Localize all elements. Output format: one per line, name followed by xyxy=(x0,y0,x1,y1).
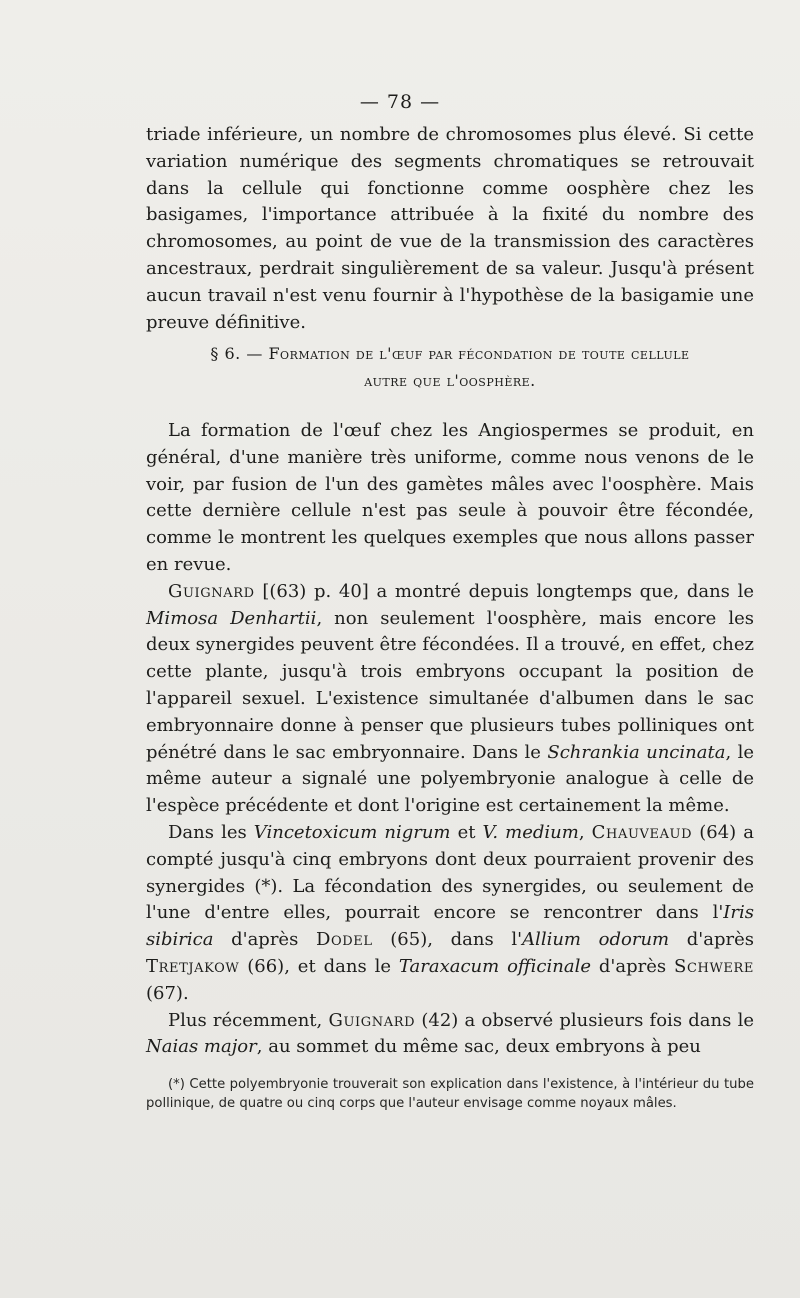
author-dodel: Dodel xyxy=(315,929,373,951)
species-name: Taraxacum officinale xyxy=(398,955,592,977)
section-number: § 6. xyxy=(210,344,241,363)
section-heading-line-1 xyxy=(146,340,754,367)
text-segment: (65), dans l' xyxy=(372,929,523,951)
author-guignard: Guignard xyxy=(168,580,255,602)
text-segment: d'après xyxy=(591,955,675,977)
text-segment: Plus récemment, xyxy=(168,1009,329,1031)
text-segment: et xyxy=(450,821,483,843)
text-segment: (67). xyxy=(146,982,189,1004)
text-segment: Dans les xyxy=(168,821,254,843)
section-title-line-2: autre que l'oosphère. xyxy=(364,371,536,390)
text-segment: (66), et dans le xyxy=(239,955,399,977)
footnote-reference: (*) xyxy=(254,875,278,897)
author-tretjakow: Tretjakow xyxy=(146,955,240,977)
footnote-text: Cette polyembryonie trouverait son explication dans l'existence, à l'intérieur du tube pollinique, de quatre ou cinq corps que l'auteur envisage comme noyaux mâles. xyxy=(146,1077,754,1111)
text-segment: , le même auteur a signalé une polyembryonie analogue à celle de l'espèce précédente et dont l'origine est certainement la même. xyxy=(146,741,754,817)
section-dash: — xyxy=(246,344,263,363)
section-body xyxy=(146,418,754,1061)
text-segment: , xyxy=(578,821,592,843)
species-name: Allium odorum xyxy=(522,929,670,951)
text-segment: d'après xyxy=(213,929,316,951)
text-segment: d'après xyxy=(669,929,754,951)
text-segment: . La fécondation des synergides, ou seulement de l'une d'entre elles, pourrait encore se rencontrer dans l' xyxy=(146,875,754,924)
author-chauveaud: Chauveaud xyxy=(591,821,693,843)
species-name: V. medium xyxy=(482,821,579,843)
intro-paragraph xyxy=(146,122,754,336)
section-title-line-1: Formation de l'œuf par fécondation de toute cellule xyxy=(268,344,690,363)
section-heading xyxy=(146,340,754,394)
paragraph-mimosa xyxy=(146,579,754,820)
species-name: Iris sibirica xyxy=(146,902,754,951)
page-number: — 78 — xyxy=(359,91,441,113)
footnote-mark: (*) xyxy=(168,1077,185,1092)
text-segment: , non seulement l'oosphère, mais encore les deux synergides peuvent être fécondées. Il a trouvé, en effet, chez cette plante, jusqu'à trois embryons occupant la position de l'appareil sexuel. L'existence simultanée d'albumen dans le sac embryonnaire donne à penser que plusieurs tubes polliniques ont pénétré dans le sac embryonnaire. Dans le xyxy=(146,607,754,763)
paragraph-vincetoxicum xyxy=(146,820,754,1008)
text-segment: (42) a observé plusieurs fois dans le xyxy=(415,1009,754,1031)
intro-text: triade inférieure, un nombre de chromosomes plus élevé. Si cette variation numérique des segments chromatiques se retrouvait dans la cellule qui fonctionne comme oosphère chez les basigames, l'importance attribuée à la fixité du nombre des chromosomes, au point de vue de la transmission des caractères ancestraux, perdrait singulièrement de sa valeur. Jusqu'à présent aucun travail n'est venu fournir à l'hypothèse de la basigamie une preuve définitive. xyxy=(146,124,754,333)
species-name: Naias major xyxy=(146,1036,257,1058)
text-segment: (64) a compté jusqu'à cinq embryons dont deux pourraient provenir des synergides xyxy=(146,821,754,897)
text-segment: [(63) p. 40] a montré depuis longtemps que, dans le xyxy=(254,580,754,602)
text-segment: , au sommet du même sac, deux embryons à peu xyxy=(256,1036,701,1058)
footnote xyxy=(146,1075,754,1113)
paragraph-naias xyxy=(146,1008,754,1062)
species-name: Mimosa Denhartii xyxy=(146,607,317,629)
species-name: Vincetoxicum nigrum xyxy=(253,821,451,843)
author-schwere: Schwere xyxy=(674,955,754,977)
author-guignard: Guignard xyxy=(328,1009,416,1031)
species-name: Schrankia uncinata xyxy=(547,741,726,763)
paragraph-angiospermes: La formation de l'œuf chez les Angiospermes se produit, en général, d'une manière très uniforme, comme nous venons de le voir, par fusion de l'un des gamètes mâles avec l'oosphère. Mais cette dernière cellule n'est pas seule à pouvoir être fécondée, comme le montrent les quelques exemples que nous allons passer en revue. xyxy=(146,420,754,575)
